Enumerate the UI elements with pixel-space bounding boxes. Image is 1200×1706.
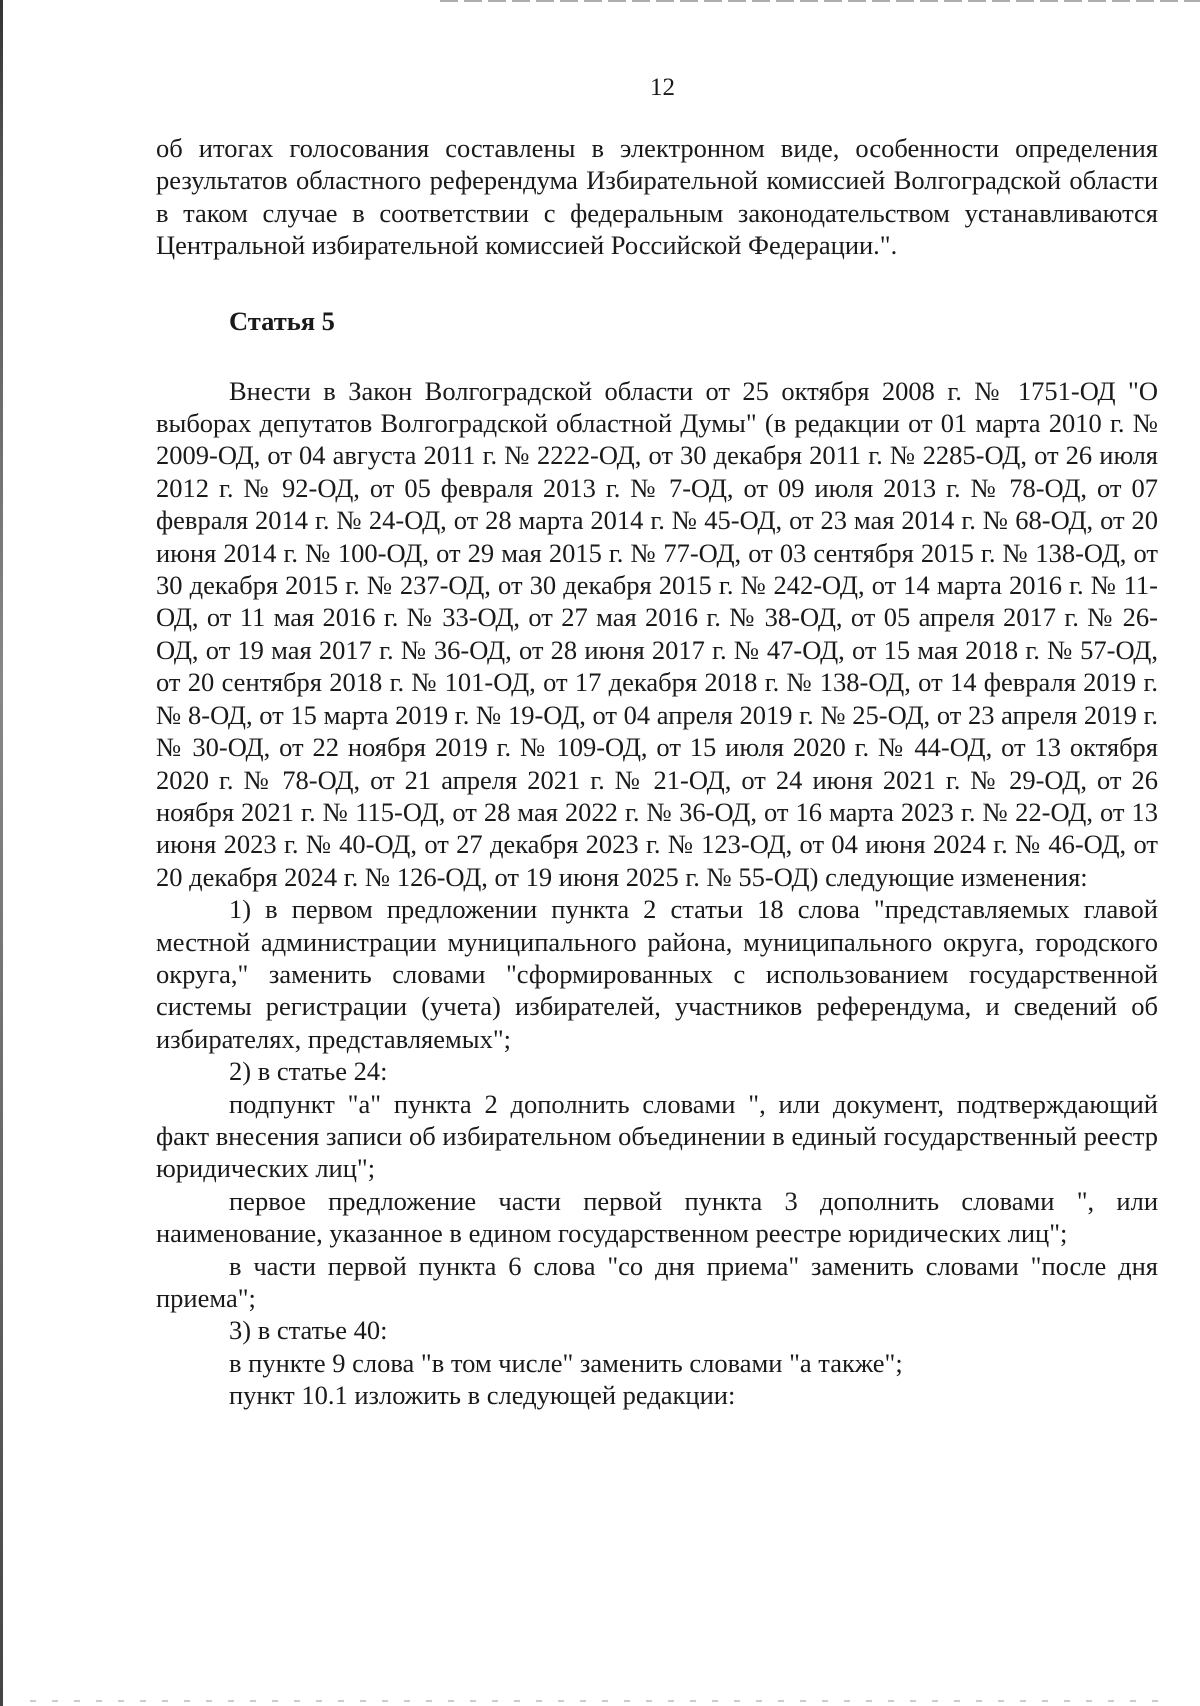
item-paragraph: 1) в первом предложении пункта 2 статьи 18 слова "представляемых главой местной администрации муниципального района, муниципального округа, городского округа," заменить словами "сформированных с использованием государственной системы регистрации (учета) избирателей, участников референдума, и сведений об избирателях, представляемых"; <box>156 894 1158 1054</box>
page-number: 12 <box>650 74 675 101</box>
item-paragraph: 2) в статье 24: <box>229 1056 388 1087</box>
scan-edge-bottom <box>30 1700 1160 1702</box>
item-paragraph: первое предложение части первой пункта 3 дополнить словами ", или наименование, указанное в едином государственном реестре юридических лиц"; <box>156 1185 1158 1249</box>
item-paragraph: подпункт "а" пункта 2 дополнить словами ", или документ, подтверждающий факт внесения записи об избирательном объединении в единый государственный реестр юридических лиц"; <box>156 1088 1158 1184</box>
item-paragraph: 3) в статье 40: <box>229 1315 388 1346</box>
scan-edge-left <box>0 0 3 1706</box>
document-body <box>156 132 1158 1412</box>
item-paragraph: в пункте 9 слова "в том числе" заменить словами "а также"; <box>229 1347 903 1378</box>
main-paragraph: Внести в Закон Волгоградской области от 25 октября 2008 г. № 1751-ОД "О выборах депутатов Волгоградской областной Думы" (в редакции от 01 марта 2010 г. № 2009-ОД, от 04 августа 2011 г. № 2222-ОД, от 30 декабря 2011 г. № 2285-ОД, от 26 июля 2012 г. № 92-ОД, от 05 февраля 2013 г. № 7-ОД, от 09 июля 2013 г. № 78-ОД, от 07 февраля 2014 г. № 24-ОД, от 28 марта 2014 г. № 45-ОД, от 23 мая 2014 г. № 68-ОД, от 20 июня 2014 г. № 100-ОД, от 29 мая 2015 г. № 77-ОД, от 03 сентября 2015 г. № 138-ОД, от 30 декабря 2015 г. № 237-ОД, от 30 декабря 2015 г. № 242-ОД, от 14 марта 2016 г. № 11-ОД, от 11 мая 2016 г. № 33-ОД, от 27 мая 2016 г. № 38-ОД, от 05 апреля 2017 г. № 26-ОД, от 19 мая 2017 г. № 36-ОД, от 28 июня 2017 г. № 47-ОД, от 15 мая 2018 г. № 57-ОД, от 20 сентября 2018 г. № 101-ОД, от 17 декабря 2018 г. № 138-ОД, от 14 февраля 2019 г. № 8-ОД, от 15 марта 2019 г. № 19-ОД, от 04 апреля 2019 г. № 25-ОД, от 23 апреля 2019 г. № 30-ОД, от 22 ноября 2019 г. № 109-ОД, от 15 июля 2020 г. № 44-ОД, от 13 октября 2020 г. № 78-ОД, от 21 апреля 2021 г. № 21-ОД, от 24 июня 2021 г. № 29-ОД, от 26 ноября 2021 г. № 115-ОД, от 28 мая 2022 г. № 36-ОД, от 16 марта 2023 г. № 22-ОД, от 13 июня 2023 г. № 40-ОД, от 27 декабря 2023 г. № 123-ОД, от 04 июня 2024 г. № 46-ОД, от 20 декабря 2024 г. № 126-ОД, от 19 июня 2025 г. № 55-ОД) следующие изменения: <box>156 375 1158 892</box>
intro-paragraph: об итогах голосования составлены в электронном виде, особенности определения результатов областного референдума Избирательной комиссией Волгоградской области в таком случае в соответствии с федеральным законодательством устанавливаются Центральной избирательной комиссией Российской Федерации.". <box>156 133 1158 261</box>
item-paragraph: пункт 10.1 изложить в следующей редакции: <box>229 1380 736 1411</box>
item-paragraph: в части первой пункта 6 слова "со дня приема" заменить словами "после дня приема"; <box>156 1250 1158 1313</box>
scan-edge-top <box>440 0 1200 2</box>
article-heading: Статья 5 <box>229 305 335 336</box>
